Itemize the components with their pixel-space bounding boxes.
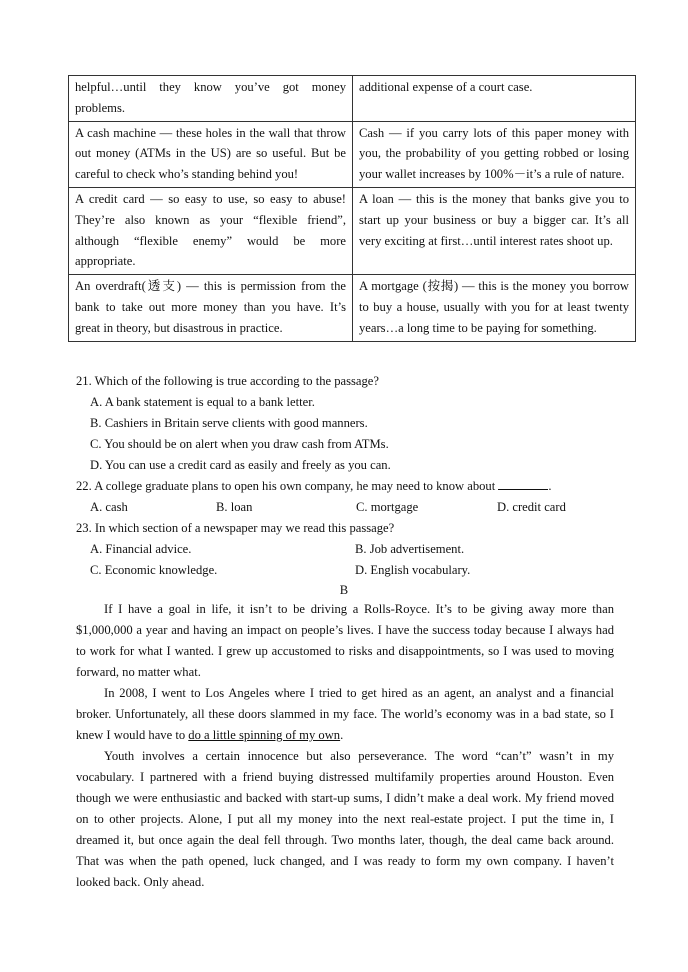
question-23-stem: 23. In which section of a newspaper may we read this passage? bbox=[76, 521, 395, 535]
paragraph-2-end: . bbox=[340, 728, 344, 742]
table-cell: additional expense of a court case. bbox=[353, 76, 636, 122]
question-23-options-row1 bbox=[76, 539, 636, 560]
table-cell: An overdraft(透支) — this is permission from the bank to take out more money than you have. It’s great in theory, but disastrous in practice. bbox=[69, 275, 353, 341]
paragraph-2-text: In 2008, I went to Los Angeles where I tried to get hired as an agent, an analyst and a financial broker. Unfortunately, all these doors slammed in my face. The world’s economy was in a bad state, so I knew I would have to bbox=[76, 686, 614, 742]
table-cell: A credit card — so easy to use, so easy to abuse! They’re also known as your “flexible friend”, although “flexible enemy” would be more appropriate. bbox=[69, 187, 353, 274]
question-22-option-b: B. loan bbox=[216, 500, 253, 514]
question-23-options-row2 bbox=[76, 560, 636, 581]
table-row bbox=[69, 121, 636, 187]
question-23-option-d: D. English vocabulary. bbox=[355, 563, 471, 577]
question-22-option-a: A. cash bbox=[90, 500, 128, 514]
question-21-option-b: B. Cashiers in Britain serve clients with good manners. bbox=[90, 416, 368, 430]
money-terms-table bbox=[68, 75, 636, 342]
answer-blank bbox=[498, 476, 548, 490]
question-22 bbox=[76, 476, 636, 497]
table-row bbox=[69, 275, 636, 341]
question-22-option-c: C. mortgage bbox=[356, 500, 419, 514]
question-21-option-d: D. You can use a credit card as easily and freely as you can. bbox=[90, 458, 391, 472]
section-heading: B bbox=[339, 583, 349, 597]
question-22-options bbox=[76, 497, 636, 518]
question-23-option-a: A. Financial advice. bbox=[90, 542, 192, 556]
table-cell: Cash — if you carry lots of this paper money with you, the probability of you getting robbed or losing your wallet increases by 100%－it’s a rule of nature. bbox=[353, 121, 636, 187]
question-22-option-d: D. credit card bbox=[497, 500, 566, 514]
table-cell: A cash machine — these holes in the wall that throw out money (ATMs in the US) are so useful. But be careful to check who’s standing behind you! bbox=[69, 121, 353, 187]
table-row bbox=[69, 76, 636, 122]
question-22-stem-end: . bbox=[548, 479, 552, 493]
question-21-stem: 21. Which of the following is true according to the passage? bbox=[76, 374, 379, 388]
passage-paragraph-1: If I have a goal in life, it isn’t to be driving a Rolls-Royce. It’s to be giving away more than $1,000,000 a year and having an impact on people’s lives. I have the success today because I always had to work for what I wanted. I grew up accustomed to risks and disappointments, so I was used to moving forward, no matter what. bbox=[76, 602, 614, 679]
reading-passage-b bbox=[76, 599, 614, 893]
table-cell: A mortgage (按揭) — this is the money you borrow to buy a house, usually with you for at least twenty years…a long time to be paying for something. bbox=[353, 275, 636, 341]
table-cell: helpful…until they know you’ve got money problems. bbox=[69, 76, 353, 122]
passage-paragraph-3: Youth involves a certain innocence but also perseverance. The word “can’t” wasn’t in my vocabulary. I partnered with a friend buying distressed multifamily properties around Houston. Even though we were enthusiastic and backed with start-up sums, I didn’t make a deal work. My friend moved on to other projects. Alone, I put all my money into the next real-estate project. I put the time in, I dreamed it, but once again the deal fell through. Two months later, though, the deal came back around. That was when the path opened, luck changed, and I was ready to form my own company. I haven’t looked back. Only ahead. bbox=[76, 749, 614, 889]
underlined-phrase: do a little spinning of my own bbox=[188, 728, 341, 742]
question-23-option-b: B. Job advertisement. bbox=[355, 542, 465, 556]
question-21-option-a: A. A bank statement is equal to a bank letter. bbox=[90, 395, 315, 409]
question-22-stem: 22. A college graduate plans to open his own company, he may need to know about bbox=[76, 479, 496, 493]
question-21-option-c: C. You should be on alert when you draw cash from ATMs. bbox=[90, 437, 389, 451]
question-23-option-c: C. Economic knowledge. bbox=[90, 563, 218, 577]
table-cell: A loan — this is the money that banks give you to start up your business or buy a bigger car. It’s all very exciting at first…until interest rates shoot up. bbox=[353, 187, 636, 274]
question-list bbox=[76, 371, 636, 581]
passage-paragraph-2 bbox=[76, 683, 614, 746]
table-row bbox=[69, 187, 636, 274]
